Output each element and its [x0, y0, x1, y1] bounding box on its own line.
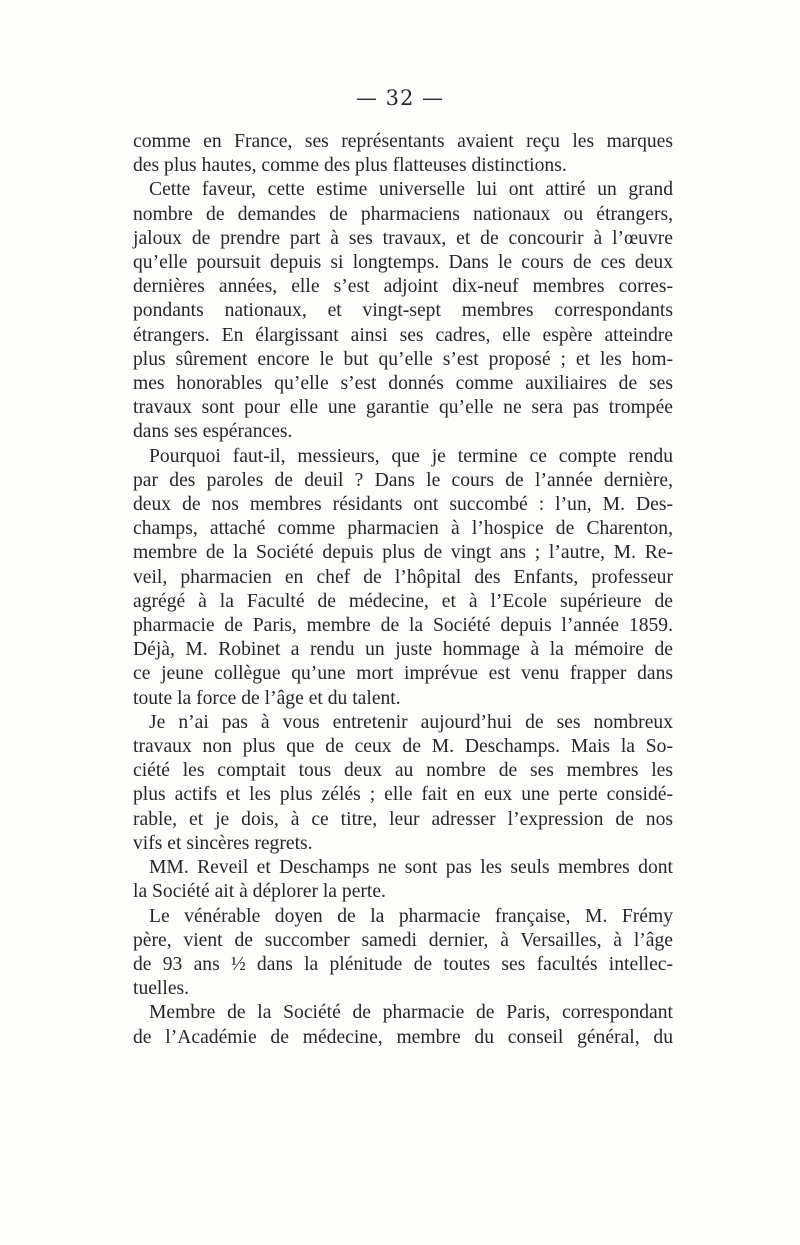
text-line: plus sûrement encore le but qu’elle s’est proposé ; et les hom- — [133, 348, 673, 370]
text-line: agrégé à la Faculté de médecine, et à l’Ecole supérieure de — [133, 590, 673, 612]
text-line: père, vient de succomber samedi dernier, à Versailles, à l’âge — [133, 929, 673, 951]
paragraph — [133, 178, 673, 444]
text-line: travaux non plus que de ceux de M. Deschamps. Mais la So- — [133, 736, 673, 758]
text-line: qu’elle poursuit depuis si longtemps. Dans le cours de ces deux — [133, 252, 673, 274]
text-line: travaux sont pour elle une garantie qu’elle ne sera pas trompée — [133, 397, 673, 419]
text-line: rable, et je dois, à ce titre, leur adresser l’expression de nos — [133, 808, 673, 830]
text-line: plus actifs et les plus zélés ; elle fait en eux une perte considé- — [133, 784, 673, 806]
text-line: dernières années, elle s’est adjoint dix-neuf membres corres- — [133, 276, 673, 298]
paragraph — [133, 905, 673, 1002]
text-line: par des paroles de deuil ? Dans le cours de l’année dernière, — [133, 469, 673, 491]
text-line: MM. Reveil et Deschamps ne sont pas les seuls membres dont — [149, 857, 673, 879]
text-line: Je n’ai pas à vous entretenir aujourd’hui de ses nombreux — [149, 711, 673, 733]
text-line: comme en France, ses représentants avaient reçu les marques — [133, 131, 673, 152]
text-line: tuelles. — [133, 978, 190, 1000]
text-line: Pourquoi faut-il, messieurs, que je termine ce compte rendu — [149, 445, 673, 467]
text-line: Membre de la Société de pharmacie de Paris, correspondant — [149, 1002, 673, 1024]
text-line: ce jeune collègue qu’une mort imprévue est venu frapper dans — [133, 663, 673, 685]
paragraph — [133, 711, 673, 856]
text-line: de 93 ans ½ dans la plénitude de toutes ses facultés intellec- — [133, 953, 673, 975]
text-line: membre de la Société depuis plus de vingt ans ; l’autre, M. Re- — [133, 542, 673, 564]
text-line: des plus hautes, comme des plus flatteuses distinctions. — [133, 155, 567, 177]
text-line: pondants nationaux, et vingt-sept membres correspondants — [133, 300, 673, 322]
text-line: étrangers. En élargissant ainsi ses cadres, elle espère atteindre — [133, 324, 673, 346]
text-line: toute la force de l’âge et du talent. — [133, 687, 401, 709]
paragraph — [133, 130, 673, 178]
paragraph — [133, 445, 673, 711]
text-line: veil, pharmacien en chef de l’hôpital des Enfants, professeur — [133, 566, 673, 588]
paragraph — [133, 856, 673, 904]
page-number: — 32 — — [355, 86, 445, 110]
text-line: jaloux de prendre part à ses travaux, et de concourir à l’œuvre — [133, 227, 673, 249]
paragraph — [133, 1001, 673, 1049]
text-line: de l’Académie de médecine, membre du conseil général, du — [133, 1026, 673, 1048]
text-line: nombre de demandes de pharmaciens nationaux ou étrangers, — [133, 203, 673, 225]
text-line: Cette faveur, cette estime universelle lui ont attiré un grand — [149, 179, 673, 201]
text-line: vifs et sincères regrets. — [133, 832, 313, 854]
text-line: Le vénérable doyen de la pharmacie française, M. Frémy — [149, 905, 673, 927]
text-line: la Société ait à déplorer la perte. — [133, 881, 386, 903]
text-line: champs, attaché comme pharmacien à l’hospice de Charenton, — [133, 518, 673, 540]
text-line: deux de nos membres résidants ont succombé : l’un, M. Des- — [133, 494, 673, 516]
text-line: pharmacie de Paris, membre de la Société depuis l’année 1859. — [133, 615, 673, 637]
text-line: ciété les comptait tous deux au nombre de ses membres les — [133, 760, 673, 782]
text-line: mes honorables qu’elle s’est donnés comme auxiliaires de ses — [133, 373, 673, 395]
text-line: dans ses espérances. — [133, 421, 293, 443]
text-line: Déjà, M. Robinet a rendu un juste hommage à la mémoire de — [133, 639, 673, 661]
body-text — [133, 130, 673, 1050]
